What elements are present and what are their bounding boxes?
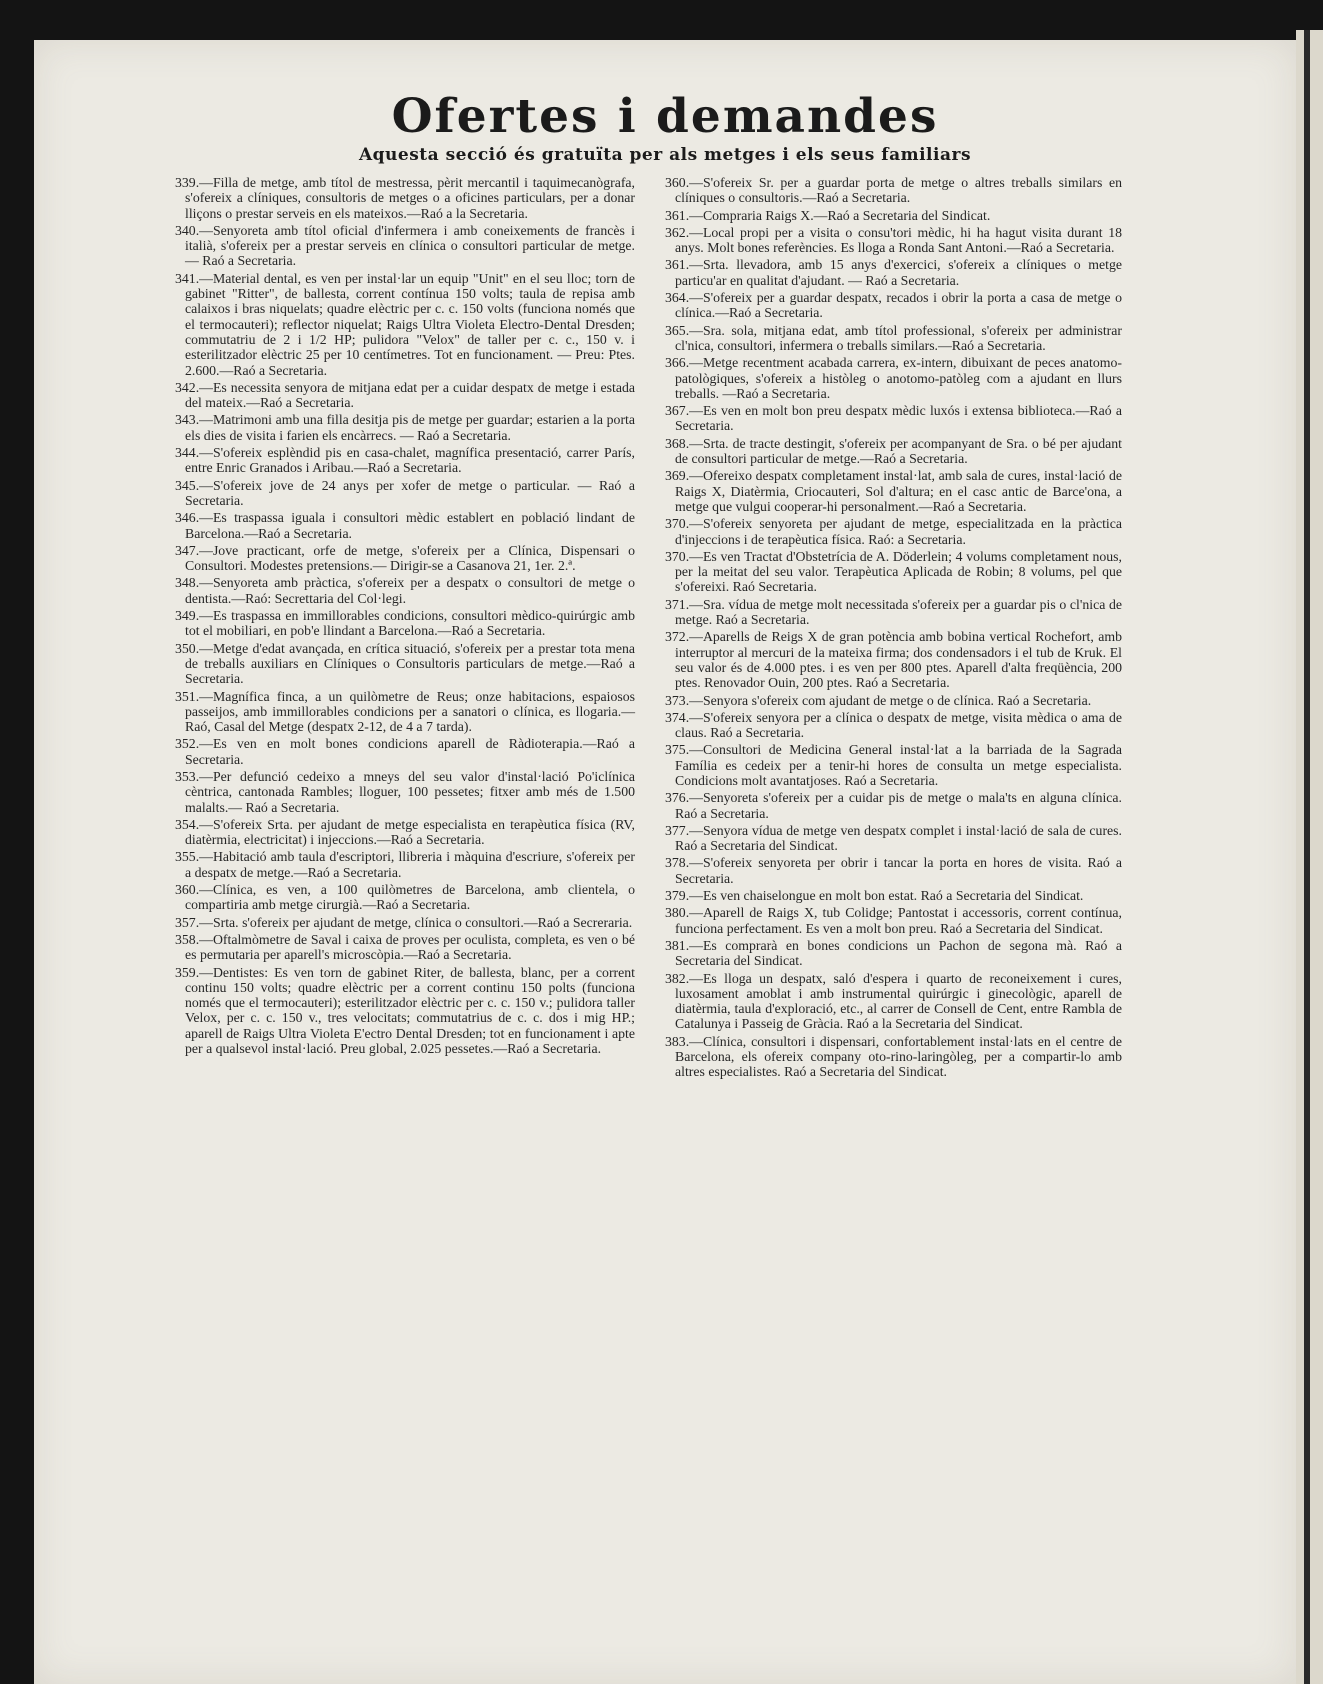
listing-entry: 379.—Es ven chaiselongue en molt bon estat. Raó a Secretaria del Sindicat. (665, 888, 1084, 904)
listing-entry: 349.—Es traspassa en immillorables condicions, consultori mèdico-quirúrgic amb tot el mobiliari, en pob'e llindant a Barcelona.—Raó a Secretaria. (175, 608, 635, 639)
listing-entry: 361.—Compraria Raigs X.—Raó a Secretaria del Sindicat. (665, 207, 991, 223)
listing-entry: 382.—Es lloga un despatx, saló d'espera i quarto de reconeixement i cures, luxosament amoblat i amb instrumental quirúrgic i ginecològic, aparell de diatèrmia, taula d'exploració, etc., al carrer de Consell de Cent, entre Rambla de Catalunya i Passeig de Gràcia. Raó a la Secretaria del Sindicat. (665, 970, 1122, 1032)
listing-entry: 381.—Es comprarà en bones condicions un Pachon de segona mà. Raó a Secretaria del Sindicat. (665, 937, 1122, 969)
listing-entry: 367.—Es ven en molt bon preu despatx mèdic luxós i extensa biblioteca.—Raó a Secretaria. (665, 403, 1122, 434)
listing-entry: 375.—Consultori de Medicina General instal·lat a la barriada de la Sagrada Família es cedeix per a tenir-hi hores de consulta un metge especialista. Condicions molt avantatjoses. Raó a Secretaria. (665, 742, 1122, 788)
listing-entry: 352.—Es ven en molt bones condicions aparell de Ràdioterapia.—Raó a Secretaria. (175, 736, 635, 767)
listing-entry: 348.—Senyoreta amb pràctica, s'ofereix per a despatx o consultori de metge o dentista.—Raó: Secrettaria del Col·legi. (175, 575, 635, 606)
listing-entry: 357.—Srta. s'ofereix per ajudant de metge, clínica o consultori.—Raó a Secreraria. (175, 914, 633, 930)
listing-entry: 347.—Jove practicant, orfe de metge, s'ofereix per a Clínica, Dispensari o Consultori. Modestes pretensions.— Dirigir-se a Casanova 21, 1er. 2.ª. (175, 542, 635, 574)
page-subtitle: Aquesta secció és gratuïta per als metges i els seus familiars (358, 145, 972, 165)
listing-entry: 353.—Per defunció cedeixo a mneys del seu valor d'instal·lació Po'iclínica cèntrica, cantonada Rambles; lloguer, 100 pessetes; fitxer amb més de 1.500 malalts.— Raó a Secretaria. (175, 768, 635, 815)
listing-entry: 377.—Senyora vídua de metge ven despatx complet i instal·lació de sala de cures. Raó a Secretaria del Sindicat. (665, 822, 1122, 854)
listing-entry: 374.—S'ofereix senyora per a clínica o despatx de metge, visita mèdica o ama de claus. Raó a Secretaria. (665, 709, 1122, 741)
page-sheet (34, 40, 1296, 1684)
listing-entry: 345.—S'ofereix jove de 24 anys per xofer de metge o particular. — Raó a Secretaria. (175, 477, 635, 508)
listing-entry: 370.—Es ven Tractat d'Obstetrícia de A. Döderlein; 4 volums completament nous, per la meitat del seu valor. Terapèutica Aplicada de Robin; 8 volums, pel que s'ofereixi. Raó Secretaria. (665, 548, 1122, 595)
listing-entry: 360.—S'ofereix Sr. per a guardar porta de metge o altres treballs similars en clíniques o consultoris.—Raó a Secretaria. (665, 175, 1122, 206)
listing-entry: 359.—Dentistes: Es ven torn de gabinet Riter, de ballesta, blanc, per a corrent continu 150 volts; quadre elèctric per a corrent continu 150 polts (funciona només que el termocauteri); esterilitzador elèctric per c. c. 150 v.; pulidora taller Velox, per c. c. 150 v., tres velocitats; commutatrius de c. c. dos i mig HP.; aparell de Raigs Ultra Violeta E'ectro Dental Dresden; tot en funcionament i apte per a qualsevol instal·lació. Preu global, 2.025 pessetes.—Raó a Secretaria. (175, 964, 635, 1057)
adjacent-page-edge (1296, 30, 1323, 1684)
listing-entry: 360.—Clínica, es ven, a 100 quilòmetres de Barcelona, amb clientela, o compartiria amb metge cirurgià.—Raó a Secretaria. (175, 882, 635, 913)
listing-entry: 366.—Metge recentment acabada carrera, ex-intern, dibuixant de peces anatomo-patològiques, s'ofereix a històleg o anotomo-patòleg com a ajudant en llurs treballs. —Raó a Secretaria. (665, 355, 1122, 401)
listing-entry: 350.—Metge d'edat avançada, en crítica situació, s'ofereix per a prestar tota mena de treballs auxiliars en Clíniques o Consultoris particulars de metge.—Raó a Secretaria. (175, 640, 635, 687)
listing-entry: 365.—Sra. sola, mitjana edat, amb títol professional, s'ofereix per administrar cl'nica, consultori, infermera o treballs similars.—Raó a Secretaria. (665, 322, 1122, 353)
right-column (665, 175, 1122, 1082)
listing-entry: 369.—Ofereixo despatx completament instal·lat, amb sala de cures, instal·lació de Raigs X, Diatèrmia, Criocauteri, Sol d'altura; en el casc antic de Barce'ona, a metge que vulgui cooperar-hi personalment.—Raó a Secretaria. (665, 468, 1122, 514)
listing-entry: 339.—Filla de metge, amb títol de mestressa, pèrit mercantil i taquimecanògrafa, s'ofereix a clíniques, consultoris de metges o a oficines particulars, per a donar lliçons o prestar serveis en els mateixos.—Raó a la Secretaria. (175, 175, 635, 221)
listing-entry: 372.—Aparells de Reigs X de gran potència amb bobina vertical Rochefort, amb interruptor al mercuri de la mateixa firma; dos condensadors i el tub de Kruk. El seu valor és de 4.000 ptes. i es ven per 800 ptes. Aparell d'alta freqüència, 200 ptes. Renovador Ouin, 200 ptes. Raó a Secretaria. (665, 629, 1122, 691)
listing-entry: 355.—Habitació amb taula d'escriptori, llibreria i màquina d'escriure, s'ofereix per a despatx de metge.—Raó a Secretaria. (175, 849, 635, 880)
listing-entry: 378.—S'ofereix senyoreta per obrir i tancar la porta en hores de visita. Raó a Secretaria. (665, 855, 1122, 886)
listing-entry: 346.—Es traspassa iguala i consultori mèdic establert en població lindant de Barcelona.—Raó a Secretaria. (175, 510, 635, 541)
listing-entry: 383.—Clínica, consultori i dispensari, confortablement instal·lats en el centre de Barcelona, els ofereix company oto-rino-laringòleg, per a compartir-lo amb altres especialistes. Raó a Secretaria del Sindicat. (665, 1033, 1122, 1080)
listing-entry: 368.—Srta. de tracte destingit, s'ofereix per acompanyant de Sra. o bé per ajudant de consultori particular de metge.—Raó a Secretaria. (665, 435, 1122, 467)
listing-entry: 364.—S'ofereix per a guardar despatx, recados i obrir la porta a casa de metge o clínica.—Raó a Secretaria. (665, 290, 1122, 321)
listing-entry: 341.—Material dental, es ven per instal·lar un equip "Unit" en el seu lloc; torn de gabinet "Ritter", de ballesta, corrent contínua 150 volts; taula de repisa amb calaixos i bras niquelats; quadre elèctric per c. c. 150 volts (funciona només que el termocauteri); reflector niquelat; Raigs Ultra Violeta Electro-Dental Dresden; commutatriu de 2 i 1/2 HP; pulidora "Velox" de taller per c. c., 150 v. i esterilitzador elèctric 25 per 10 centímetres. Tot en funcionament. — Preu: Ptes. 2.600.—Raó a Secretaria. (175, 270, 635, 378)
listing-entry: 362.—Local propi per a visita o consu'tori mèdic, hi ha hagut visita durant 18 anys. Molt bones referències. Es lloga a Ronda Sant Antoni.—Raó a Secretaria. (665, 224, 1122, 256)
listing-entry: 373.—Senyora s'ofereix com ajudant de metge o de clínica. Raó a Secretaria. (665, 692, 1092, 708)
page-title: Ofertes i demandes (391, 89, 939, 144)
listing-entry: 344.—S'ofereix esplèndid pis en casa-chalet, magnífica presentació, carrer París, entre Enric Granados i Aribau.—Raó a Secretaria. (175, 445, 635, 476)
binding-shadow (1304, 30, 1310, 1684)
listing-entry: 342.—Es necessita senyora de mitjana edat per a cuidar despatx de metge i estada del mateix.—Raó a Secretaria. (175, 379, 635, 411)
listing-entry: 361.—Srta. llevadora, amb 15 anys d'exercici, s'ofereix a clíniques o metge particu'ar en qualitat d'ajudant. — Raó a Secretaria. (665, 257, 1122, 288)
listing-entry: 376.—Senyoreta s'ofereix per a cuidar pis de metge o mala'ts en alguna clínica. Raó a Secretaria. (665, 790, 1122, 821)
listing-entry: 340.—Senyoreta amb títol oficial d'infermera i amb coneixements de francès i italià, s'ofereix per a prestar serveis en clínica o consultori particular de metge. — Raó a Secretaria. (175, 222, 635, 269)
listing-entry: 380.—Aparell de Raigs X, tub Colidge; Pantostat i accessoris, corrent contínua, funciona perfectament. Es ven a molt bon preu. Raó a Secretaria del Sindicat. (665, 905, 1122, 936)
listing-entry: 351.—Magnífica finca, a un quilòmetre de Reus; onze habitacions, espaiosos passeijos, amb immillorables condicions per a sanatori o clínica, es llogaria.—Raó, Casal del Metge (despatx 2-12, de 4 a 7 tarda). (175, 688, 635, 735)
listing-entry: 343.—Matrimoni amb una filla desitja pis de metge per guardar; estarien a la porta els dies de visita i farien els encàrrecs. — Raó a Secretaria. (175, 412, 635, 443)
listing-entry: 354.—S'ofereix Srta. per ajudant de metge especialista en terapèutica física (RV, diatèrmia, electricitat) i injeccions.—Raó a Secretaria. (175, 816, 635, 848)
listing-entry: 370.—S'ofereix senyoreta per ajudant de metge, especialitzada en la pràctica d'injeccions i de terapèutica física. Raó: a Secretaria. (665, 516, 1122, 547)
listing-entry: 371.—Sra. vídua de metge molt necessitada s'ofereix per a guardar pis o cl'nica de metge. Raó a Secretaria. (665, 596, 1122, 628)
left-column (175, 175, 635, 1058)
listing-entry: 358.—Oftalmòmetre de Saval i caixa de proves per oculista, completa, es ven o bé es permutaria per aparell's microscòpia.—Raó a Secretaria. (175, 931, 635, 963)
